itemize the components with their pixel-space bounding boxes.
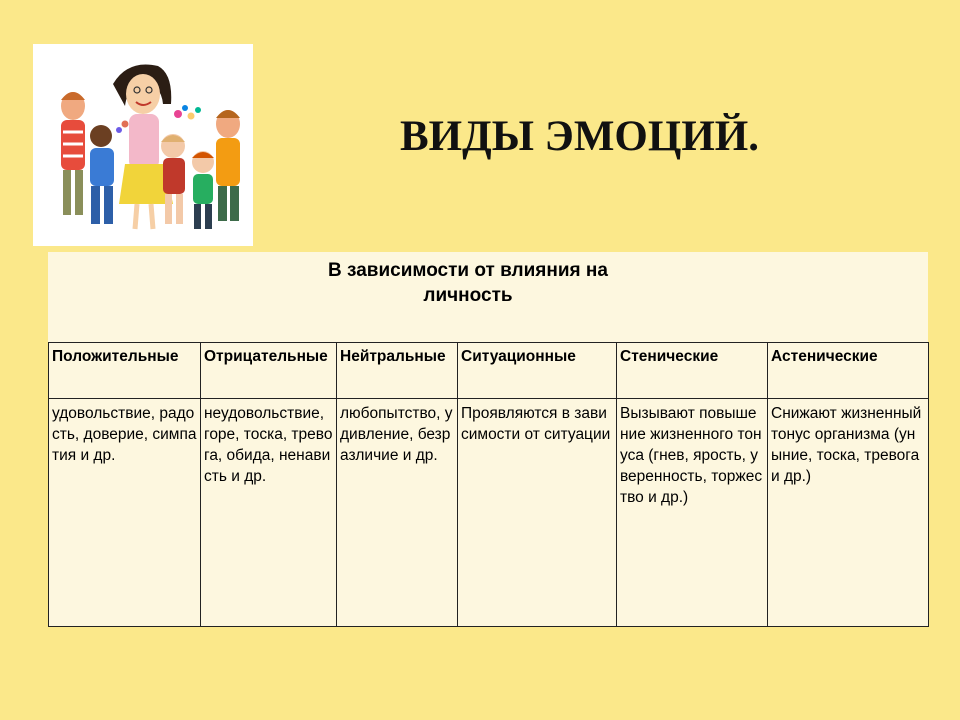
- cell-situational: Проявляются в зависимости от ситуации: [458, 399, 617, 627]
- emotions-grid: [48, 342, 929, 627]
- cell-sthenic: Вызывают повышение жизненного тонуса (гнев, ярость, уверенность, торжество и др.): [617, 399, 768, 627]
- table-group-header-text: В зависимости от влияния на личность: [328, 260, 608, 306]
- slide-title: ВИДЫ ЭМОЦИЙ.: [400, 113, 759, 160]
- boy-green: [192, 151, 214, 229]
- boy-left: [61, 92, 85, 215]
- column-header-neutral: Нейтральные: [337, 343, 458, 399]
- table-group-header: [48, 252, 928, 342]
- girl-center: [161, 134, 185, 224]
- column-header-positive: Положительные: [49, 343, 201, 399]
- illustration-drawing: [33, 44, 253, 246]
- table-header-row: [49, 343, 929, 399]
- column-header-asthenic: Астенические: [768, 343, 929, 399]
- cell-neutral: любопытство, удивление, безразличие и др.: [337, 399, 458, 627]
- emotions-table: [48, 252, 928, 627]
- cell-asthenic: Снижают жизненный тонус организма (уныние, тоска, тревога и др.): [768, 399, 929, 627]
- column-header-negative: Отрицательные: [201, 343, 337, 399]
- boy-blue: [90, 125, 114, 224]
- table-row: [49, 399, 929, 627]
- cell-positive: удовольствие, радость, доверие, симпатия и др.: [49, 399, 201, 627]
- children-teacher-illustration: [33, 44, 253, 246]
- cell-negative: неудовольствие, горе, тоска, тревога, обида, ненависть и др.: [201, 399, 337, 627]
- boy-right: [216, 110, 240, 221]
- column-header-sthenic: Стенические: [617, 343, 768, 399]
- column-header-situational: Ситуационные: [458, 343, 617, 399]
